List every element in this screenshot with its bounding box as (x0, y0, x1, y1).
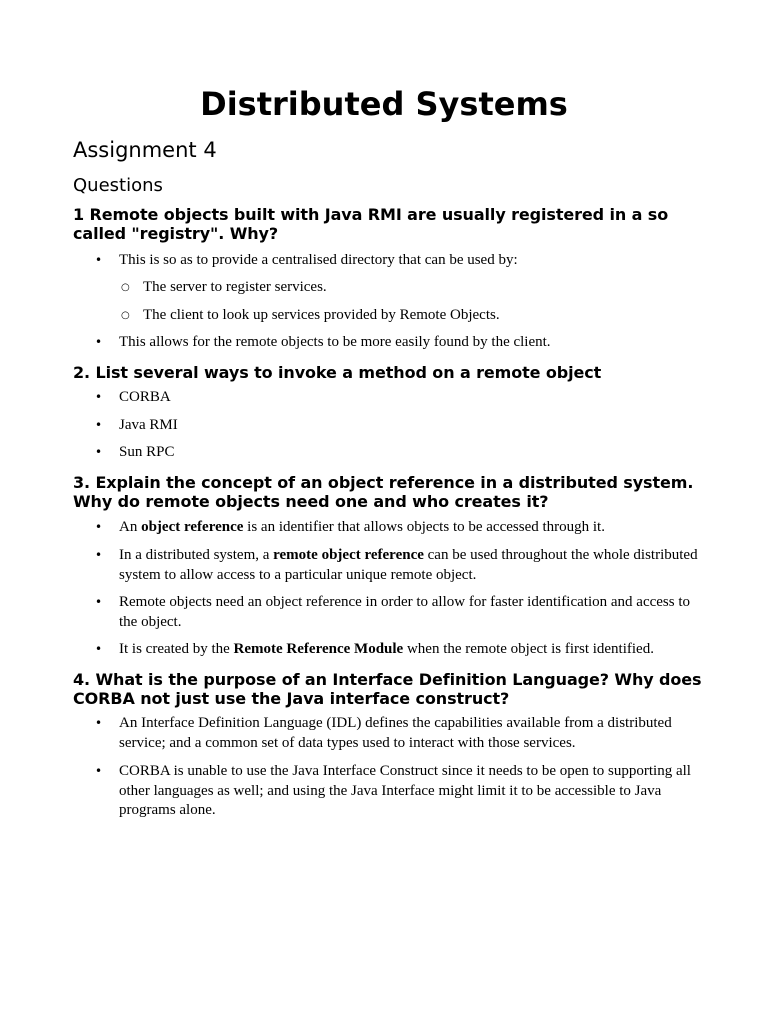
q3-answer-4-post: when the remote object is first identified. (403, 641, 654, 657)
q1-sub-answer-2: The client to look up services provided by Remote Objects. (143, 307, 500, 323)
q4-answer-2: CORBA is unable to use the Java Interface Construct since it needs to be open to supporting all other languages as well; and using the Java Interface might limit it to be accessible to Java programs alone. (119, 763, 691, 818)
circle-bullet-icon: ○ (121, 310, 130, 321)
assignment-heading: Assignment 4 (73, 138, 217, 162)
bullet-icon: • (95, 418, 103, 432)
bullet-icon: • (95, 548, 103, 562)
q2-item-corba: CORBA (119, 389, 171, 405)
q3-answer-2-pre: In a distributed system, a (119, 547, 274, 563)
bullet-icon: • (95, 253, 103, 267)
q3-answer-1 (119, 518, 703, 538)
question-1-heading: 1 Remote objects built with Java RMI are usually registered in a so called "registry". Why? (73, 205, 669, 243)
bullet-icon: • (95, 642, 103, 656)
question-4-heading: 4. What is the purpose of an Interface Definition Language? Why does CORBA not just use the Java interface construct? (73, 670, 702, 708)
q3-answer-2-post: can be used throughout the whole distributed system to allow access to a particular unique remote object. (119, 547, 698, 583)
q2-item-java-rmi: Java RMI (119, 417, 178, 433)
q1-answer-2: This allows for the remote objects to be more easily found by the client. (119, 334, 551, 350)
q1-sub-answer-1: The server to register services. (143, 279, 327, 295)
bullet-icon: • (95, 445, 103, 459)
q2-item-sun-rpc: Sun RPC (119, 444, 175, 460)
bullet-icon: • (95, 335, 103, 349)
bullet-icon: • (95, 716, 103, 730)
q3-answer-4-term: Remote Reference Module (233, 641, 404, 657)
bullet-icon: • (95, 390, 103, 404)
q3-answer-4 (119, 640, 703, 660)
bullet-icon: • (95, 595, 103, 609)
question-2-heading: 2. List several ways to invoke a method on a remote object (73, 363, 602, 382)
q3-answer-4-pre: It is created by the (119, 641, 234, 657)
questions-heading: Questions (73, 175, 163, 196)
q3-answer-1-term: object reference (141, 519, 244, 535)
q3-answer-2 (119, 546, 703, 585)
circle-bullet-icon: ○ (121, 282, 130, 293)
q3-answer-2-term: remote object reference (273, 547, 424, 563)
question-3-heading: 3. Explain the concept of an object reference in a distributed system. Why do remote objects need one and who creates it? (73, 473, 694, 511)
q1-answer-1: This is so as to provide a centralised directory that can be used by: (119, 252, 518, 268)
q3-answer-1-post: is an identifier that allows objects to be accessed through it. (243, 519, 605, 535)
q3-answer-3: Remote objects need an object reference in order to allow for faster identification and access to the object. (119, 594, 691, 630)
bullet-icon: • (95, 764, 103, 778)
bullet-icon: • (95, 520, 103, 534)
document-title: Distributed Systems (200, 85, 568, 123)
q4-answer-1: An Interface Definition Language (IDL) defines the capabilities available from a distributed service; and a common set of data types used to interact with those services. (119, 715, 672, 751)
q3-answer-1-pre: An (119, 519, 142, 535)
